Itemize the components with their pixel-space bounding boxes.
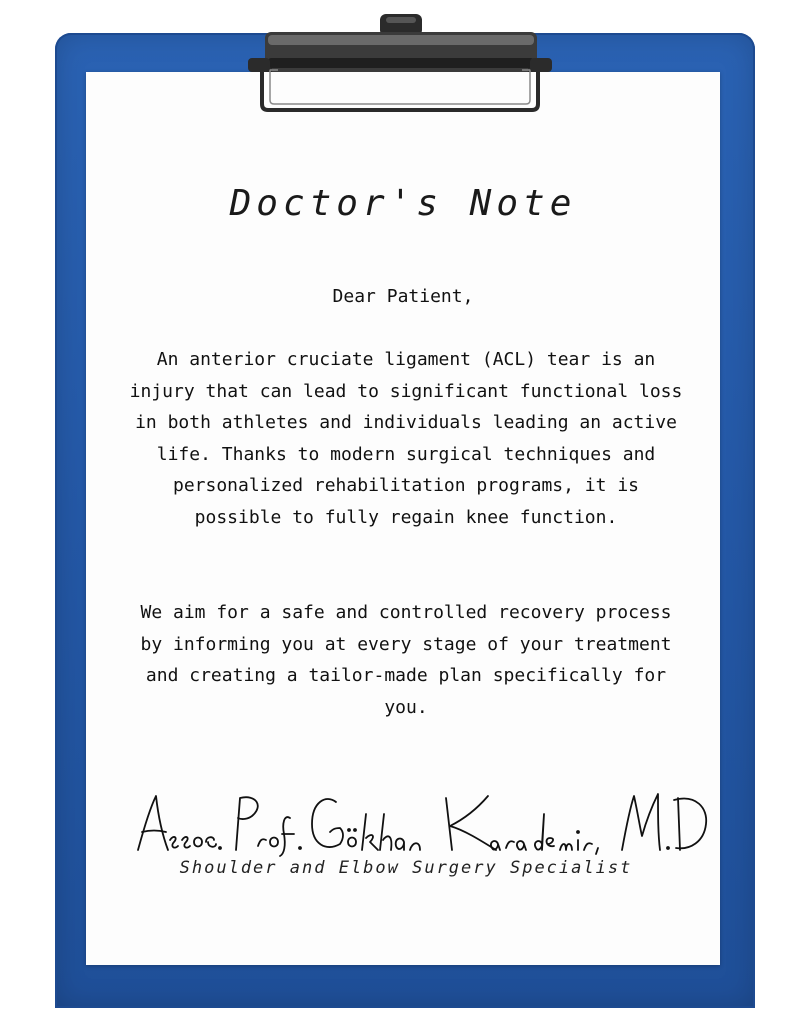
greeting: Dear Patient, bbox=[332, 286, 474, 307]
signature-text: Assoc. Prof. Gökhan Karademir, M.D bbox=[86, 788, 107, 789]
note-title: Doctor's Note bbox=[229, 183, 577, 224]
doctor-specialty: Shoulder and Elbow Surgery Specialist bbox=[179, 858, 633, 878]
paragraph-acl: An anterior cruciate ligament (ACL) tear is an injury that can lead to significant functional loss in both athletes and individuals leading an active life. Thanks to modern surgical techniques and personalized rehabilitation programs, it is possible to fully regain knee function. bbox=[129, 349, 683, 528]
paragraph-recovery: We aim for a safe and controlled recovery process by informing you at every stage of your treatment and creating a tailor-made plan specifically for you. bbox=[140, 602, 672, 718]
handwritten-signature bbox=[86, 788, 726, 858]
clipboard-clip-icon bbox=[0, 0, 810, 140]
